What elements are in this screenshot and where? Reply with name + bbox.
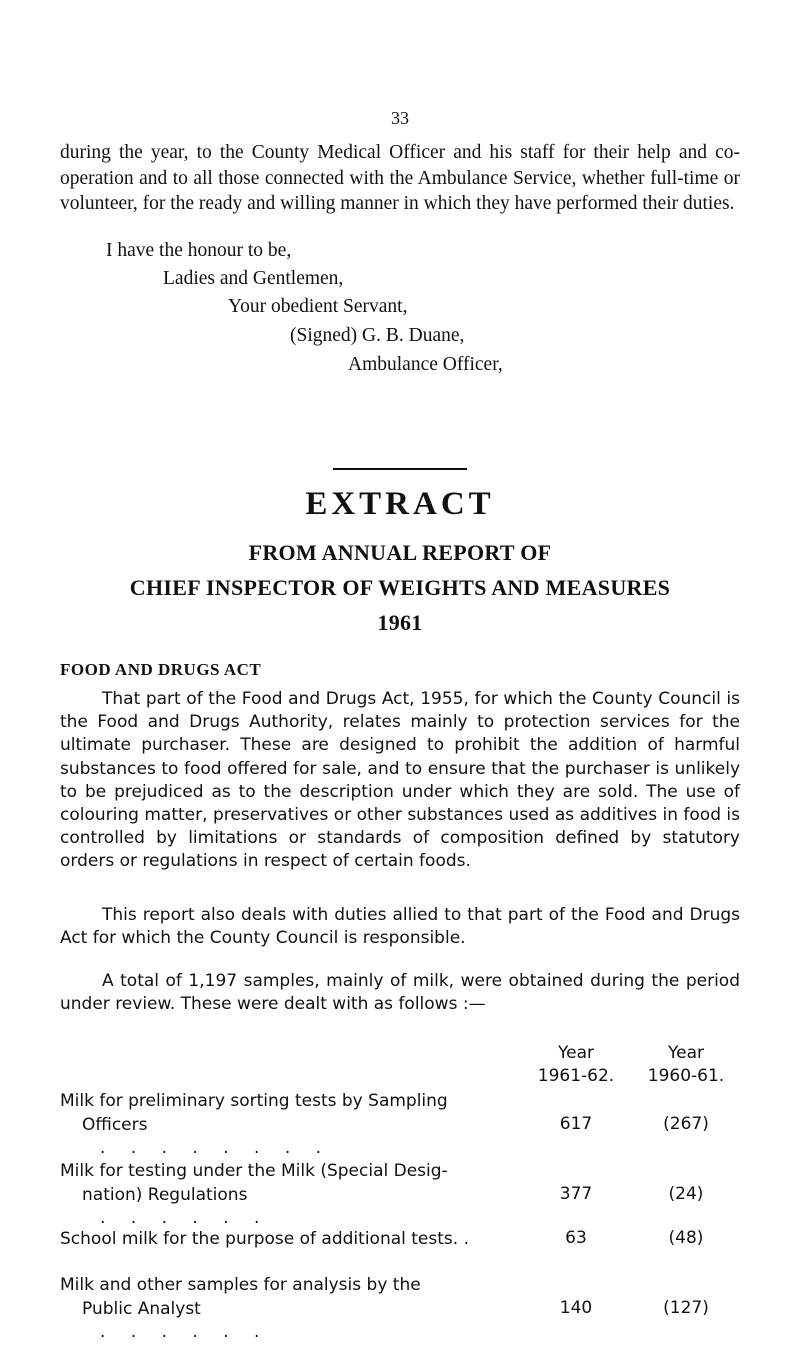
table-cell-current: 617 [559,1114,593,1134]
table-row-label [60,1090,530,1161]
samples-paragraph: A total of 1,197 samples, mainly of milk, were obtained during the period under review. These were dealt with as follows :— [60,971,740,1015]
report-heading-line2: CHIEF INSPECTOR OF WEIGHTS AND MEASURES [129,575,671,600]
column-header-current-label: Year [558,1043,594,1063]
duties-paragraph: This report also deals with duties allied to that part of the Food and Drugs Act for which the County Council is responsible. [60,905,740,949]
row-label-line1: Milk and other samples for analysis by the [60,1275,421,1295]
letter-paragraph: during the year, to the County Medical Officer and his staff for their help and co-operation and to all those connected with the Ambulance Service, whether full-time or volunteer, for the ready and willing manner in which they have performed their duties. [60,142,740,214]
section-divider [333,468,467,470]
column-header-previous-label: Year [668,1043,704,1063]
report-year: 1961 [377,610,423,635]
report-heading-line1: FROM ANNUAL REPORT OF [248,540,552,565]
table-cell-current: 140 [559,1298,593,1318]
table-row-label [60,1274,530,1345]
row-label-line1: Milk for testing under the Milk (Special Desig- [60,1161,448,1181]
row-label-line1: Milk for preliminary sorting tests by Sampling [60,1091,448,1111]
signatory-title: Ambulance Officer, [348,354,503,375]
column-header-previous-period: 1960-61. [647,1066,725,1086]
row-label-line2: Public Analyst [82,1298,201,1319]
table-cell-previous: (267) [663,1114,709,1134]
table-row-label [60,1160,530,1231]
column-header-current [521,1042,631,1088]
dot-leaders: . . . . . . [100,1208,270,1228]
table-cell-current: 377 [559,1184,593,1204]
column-header-current-period: 1961-62. [537,1066,615,1086]
row-label-line2: nation) Regulations [82,1184,248,1205]
table-cell-previous: (127) [663,1298,709,1318]
closing-servant: Your obedient Servant, [228,296,408,317]
dot-leaders: . . . . . . [100,1322,270,1342]
column-header-previous [631,1042,741,1088]
row-label-line2: Officers [82,1114,148,1135]
table-cell-current: 63 [565,1228,587,1248]
closing-honour: I have the honour to be, [106,240,292,261]
closing-salutation: Ladies and Gentlemen, [163,268,344,289]
row-label-line1: School milk for the purpose of additional tests. . [60,1229,469,1249]
section-title: FOOD AND DRUGS ACT [60,660,262,679]
signature-line: (Signed) G. B. Duane, [290,325,465,346]
table-row-label [60,1228,530,1252]
page-number: 33 [391,108,409,128]
extract-heading: EXTRACT [305,486,495,522]
dot-leaders: . . . . . . . . [100,1138,332,1158]
table-cell-previous: (48) [668,1228,704,1248]
table-cell-previous: (24) [668,1184,704,1204]
intro-paragraph: That part of the Food and Drugs Act, 1955, for which the County Council is the Food and Drugs Authority, relates mainly to protection services for the ultimate purchaser. These are designed to prohibit the addition of harmful substances to food offered for sale, and to ensure that the purchaser is unlikely to be prejudiced as to the description under which they are sold. The use of colouring matter, preservatives or other substances used as additives in food is controlled by limitations or standards of composition defined by statutory orders or regulations in respect of certain foods. [60,689,740,872]
